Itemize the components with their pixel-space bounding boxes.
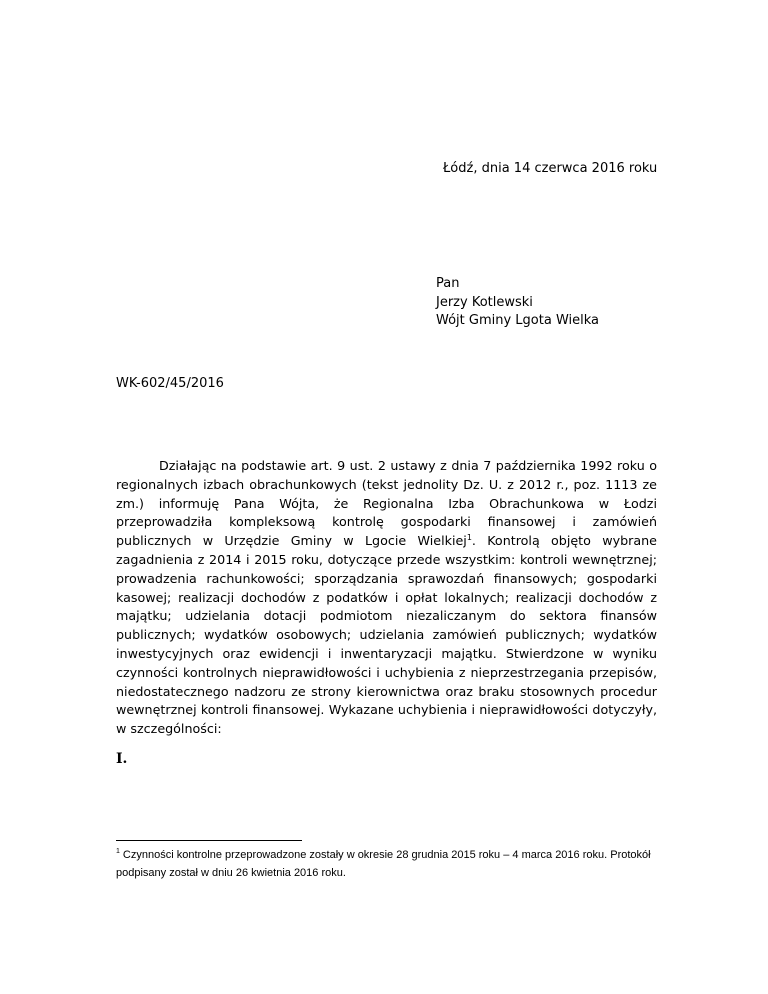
section-heading: I.: [116, 751, 128, 767]
footnote-text: Czynności kontrolne przeprowadzone zostały w okresie 28 grudnia 2015 roku – 4 marca 2016 roku. Protokół podpisany został w dniu 26 kwietnia 2016 roku.: [116, 849, 651, 879]
addressee-name: Jerzy Kotlewski: [436, 294, 533, 310]
place-date: Łódź, dnia 14 czerwca 2016 roku: [443, 161, 658, 176]
body-paragraph-part1: Działając na podstawie art. 9 ust. 2 ustawy z dnia 7 października 1992 roku o regionalnych izbach obrachunkowych (tekst jednolity Dz. U. z 2012 r., poz. 1113 ze zm.) informuję Pana Wójta, że Regionalna Izba Obrachunkowa w Łodzi przeprowadziła kompleksową kontrolę gospodarki finansowej i zamówień publicznych w Urzędzie Gminy w Lgocie Wielkiej: [116, 458, 657, 549]
body-paragraph-part2: . Kontrolą objęto wybrane zagadnienia z 2014 i 2015 roku, dotyczące przede wszystkim: kontroli wewnętrznej; prowadzenia rachunkowości; sporządzania sprawozdań finansowych; gospodarki kasowej; realizacji dochodów z podatków i opłat lokalnych; realizacji dochodów z majątku; udzielania dotacji podmiotom niezaliczanym do sektora finansów publicznych; wydatków osobowych; udzielania zamówień publicznych; wydatków inwestycyjnych oraz ewidencji i inwentaryzacji majątku. Stwierdzone w wyniku czynności kontrolnych nieprawidłowości i uchybienia z nieprzestrzegania przepisów, niedostatecznego nadzoru ze strony kierownictwa oraz braku stosownych procedur wewnętrznej kontroli finansowej. Wykazane uchybienia i nieprawidłowości dotyczyły, w szczególności:: [116, 533, 657, 737]
reference-number: WK-602/45/2016: [116, 376, 224, 391]
footnote-marker: 1: [116, 848, 120, 856]
footnote-separator: [116, 840, 302, 841]
footnote: [116, 846, 676, 882]
addressee-position: Wójt Gminy Lgota Wielka: [436, 313, 600, 328]
footnote-reference: 1: [466, 532, 472, 542]
body-paragraph: [116, 457, 657, 739]
addressee-block: [436, 275, 599, 331]
addressee-salutation: Pan: [436, 276, 460, 291]
